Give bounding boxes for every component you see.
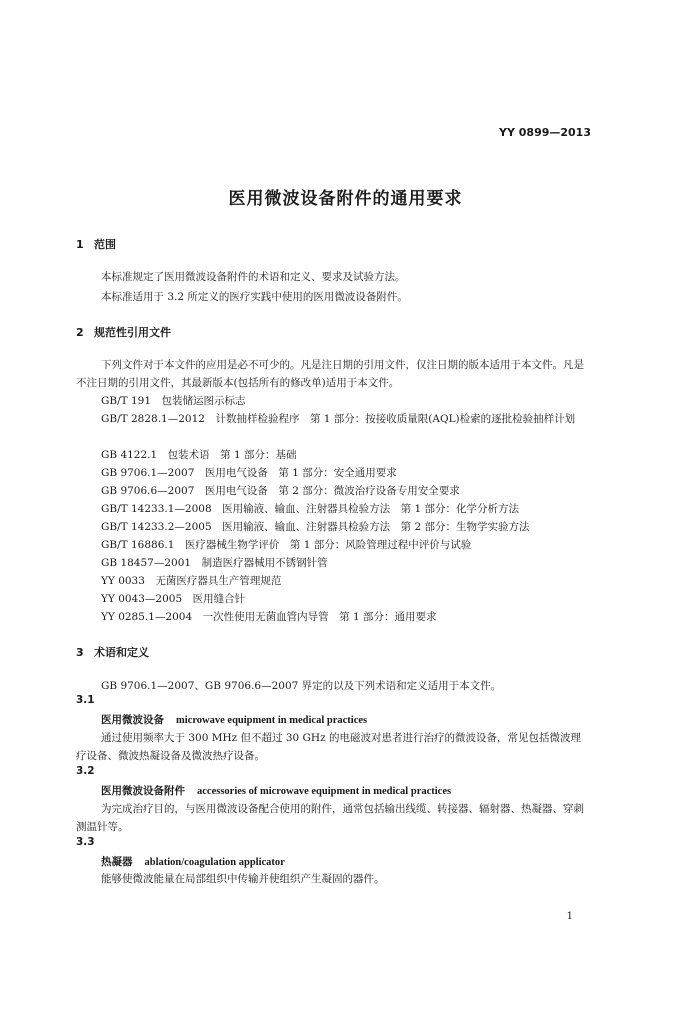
reference-item: GB/T 14233.2—2005 医用输液、输血、注射器具检验方法 第 2 部分：生物学实验方法 [101, 521, 530, 533]
term-number: 3.3 [76, 836, 95, 848]
scope-paragraph-2: 本标准适用于 3.2 所定义的医疗实践中使用的医用微波设备附件。 [101, 291, 408, 303]
reference-item: GB 9706.6—2007 医用电气设备 第 2 部分：微波治疗设备专用安全要求 [101, 485, 460, 497]
section-number: 1 [76, 238, 84, 251]
term-zh: 医用微波设备附件 [101, 785, 185, 797]
section-2-heading [76, 324, 171, 340]
section-3-heading [76, 644, 149, 660]
terms-intro: GB 9706.1—2007、GB 9706.6—2007 界定的以及下列术语和定义适用于本文件。 [101, 680, 502, 692]
term-zh: 医用微波设备 [101, 714, 164, 726]
section-number: 2 [76, 326, 84, 339]
reference-item: GB 18457—2001 制造医疗器械用不锈钢针管 [101, 557, 328, 569]
reference-item: GB/T 14233.1—2008 医用输液、输血、注射器具检验方法 第 1 部分：化学分析方法 [101, 503, 519, 515]
reference-item: YY 0043—2005 医用缝合针 [101, 593, 246, 605]
term-definition: 通过使用频率大于 300 MHz 但不超过 30 GHz 的电磁波对患者进行治疗的微波设备，常见包括微波理疗设备、微波热凝设备及微波热疗设备。 [76, 732, 581, 762]
section-number: 3 [76, 646, 84, 659]
scope-paragraph-1: 本标准规定了医用微波设备附件的术语和定义、要求及试验方法。 [101, 271, 406, 283]
reference-item: GB/T 191 包装储运图示标志 [101, 395, 246, 407]
term-zh: 热凝器 [101, 856, 133, 868]
section-1-heading [76, 236, 116, 252]
reference-item: GB 9706.1—2007 医用电气设备 第 1 部分：安全通用要求 [101, 467, 397, 479]
reference-item: GB/T 16886.1 医疗器械生物学评价 第 1 部分：风险管理过程中评价与试验 [101, 539, 472, 551]
term-heading [101, 711, 367, 730]
term-definition: 为完成治疗目的，与医用微波设备配合使用的附件，通常包括输出线缆、转接器、辐射器、热凝器、穿刺测温针等。 [76, 803, 584, 833]
term-en: microwave equipment in medical practices [176, 715, 368, 726]
reference-item-long: GB/T 2828.1—2012 计数抽样检验程序 第 1 部分：按接收质量限(AQL)检索的逐批检验抽样计划 [101, 413, 576, 425]
term-en: accessories of microwave equipment in medical practices [197, 786, 452, 797]
normative-intro: 下列文件对于本文件的应用是必不可少的。凡是注日期的引用文件，仅注日期的版本适用于本文件。凡是不注日期的引用文件，其最新版本(包括所有的修改单)适用于本文件。 [76, 359, 584, 389]
term-heading [101, 782, 451, 801]
standard-number: YY 0899—2013 [499, 126, 591, 139]
term-number: 3.2 [76, 765, 95, 777]
section-title: 规范性引用文件 [94, 326, 171, 339]
page-number: 1 [566, 911, 573, 922]
reference-item: YY 0033 无菌医疗器具生产管理规范 [101, 575, 282, 587]
section-title: 范围 [94, 238, 116, 251]
reference-item: YY 0285.1—2004 一次性使用无菌血管内导管 第 1 部分：通用要求 [101, 611, 437, 623]
term-definition: 能够使微波能量在局部组织中传输并使组织产生凝固的器件。 [101, 873, 385, 885]
reference-item: GB 4122.1 包装术语 第 1 部分：基础 [101, 449, 297, 461]
term-number: 3.1 [76, 694, 95, 706]
document-title: 医用微波设备附件的通用要求 [228, 189, 463, 209]
section-title: 术语和定义 [94, 646, 149, 659]
term-en: ablation/coagulation applicator [144, 857, 285, 868]
